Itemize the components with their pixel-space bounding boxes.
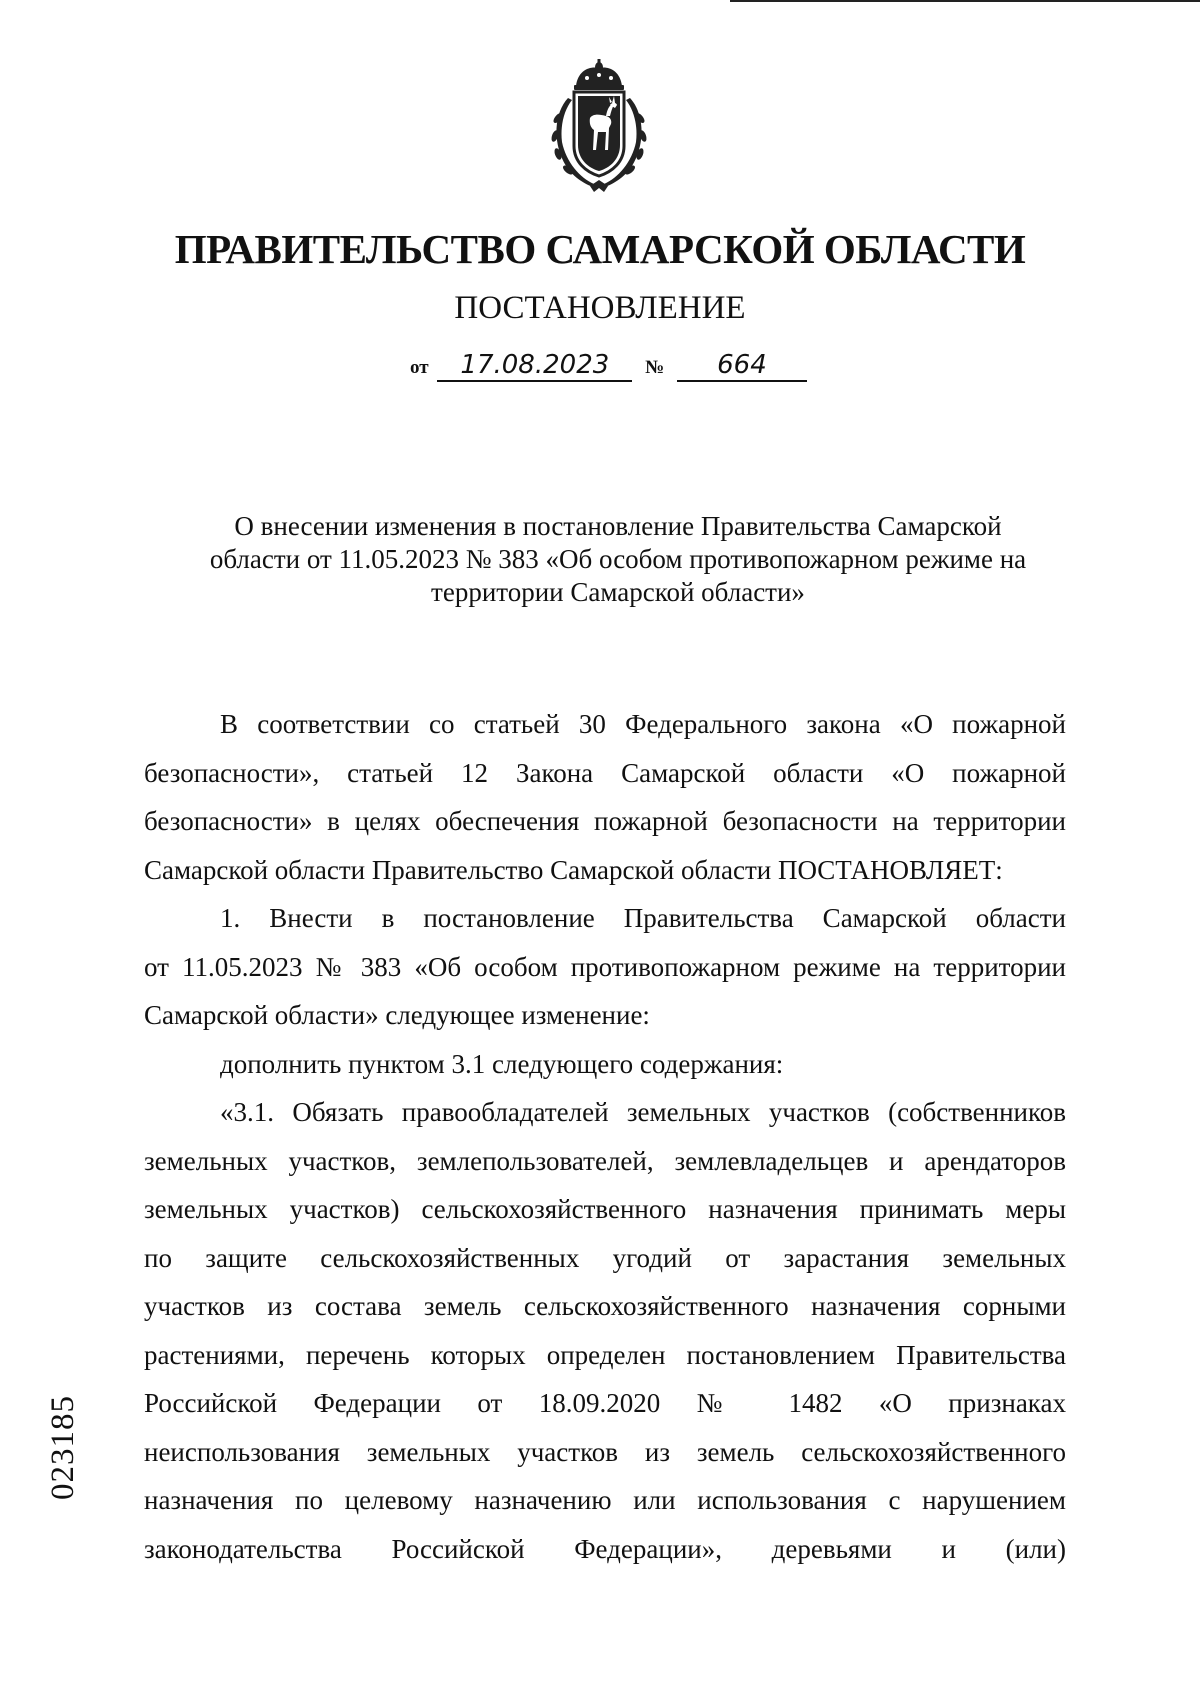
- body-line: Самарской области» следующее изменение:: [144, 1000, 650, 1030]
- body-line: Российской Федерации от 18.09.2020 № 1482 «О признаках: [144, 1388, 1066, 1418]
- body-line: 1. Внести в постановление Правительства Самарской области: [220, 903, 1066, 933]
- body-line: назначения по целевому назначению или использования с нарушением: [144, 1485, 1066, 1515]
- date-number-line: [410, 350, 807, 382]
- document-type: ПОСТАНОВЛЕНИЕ: [454, 290, 746, 326]
- body-line: от 11.05.2023 № 383 «Об особом противопожарном режиме на территории: [144, 951, 1066, 982]
- body-line: земельных участков, землепользователей, землевладельцев и арендаторов: [144, 1145, 1066, 1176]
- body-line: земельных участков) сельскохозяйственного назначения принимать меры: [144, 1194, 1066, 1224]
- body-line: неиспользования земельных участков из земель сельскохозяйственного: [144, 1436, 1066, 1467]
- body-line: растениями, перечень которых определен постановлением Правительства: [144, 1339, 1066, 1370]
- body-line: В соответствии со статьей 30 Федерального закона «О пожарной: [220, 709, 1066, 739]
- document-subject: [180, 510, 1056, 609]
- body-line: участков из состава земель сельскохозяйственного назначения сорными: [144, 1291, 1066, 1321]
- number-prefix: №: [645, 357, 665, 378]
- body-line: «3.1. Обязать правообладателей земельных участков (собственников: [220, 1097, 1066, 1127]
- body-line: безопасности», статьей 12 Закона Самарской области «О пожарной: [144, 757, 1066, 788]
- body-line: дополнить пунктом 3.1 следующего содержания:: [220, 1048, 784, 1079]
- body-line: по защите сельскохозяйственных угодий от зарастания земельных: [144, 1242, 1066, 1273]
- subject-line: области от 11.05.2023 № 383 «Об особом противопожарном режиме на: [209, 544, 1027, 574]
- document-body: [144, 700, 1066, 1573]
- top-edge-line: [730, 0, 1200, 2]
- body-line: безопасности» в целях обеспечения пожарной безопасности на территории: [144, 806, 1066, 836]
- coat-of-arms-emblem: [540, 58, 658, 194]
- subject-line: О внесении изменения в постановление Правительства Самарской: [234, 511, 1002, 541]
- registration-number: 023185: [45, 1395, 81, 1500]
- body-line: законодательства Российской Федерации», деревьями и (или): [144, 1533, 1066, 1564]
- organization-title: ПРАВИТЕЛЬСТВО САМАРСКОЙ ОБЛАСТИ: [174, 226, 1026, 272]
- handwritten-number: 664: [677, 350, 807, 382]
- subject-line: территории Самарской области»: [431, 577, 805, 607]
- body-line: Самарской области Правительство Самарской области ПОСТАНОВЛЯЕТ:: [144, 854, 1003, 885]
- date-prefix: от: [410, 357, 429, 378]
- handwritten-date: 17.08.2023: [437, 350, 632, 382]
